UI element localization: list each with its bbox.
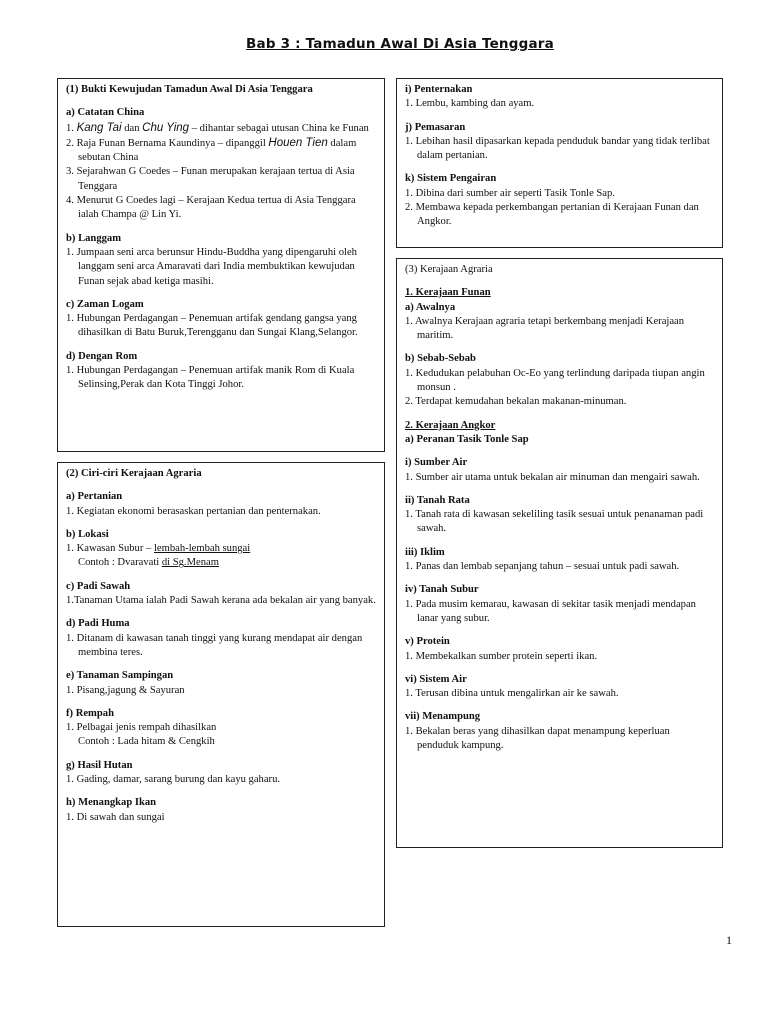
section-dengan-rom (66, 350, 376, 393)
example-line: Contoh : Dvaravati di Sg.Menam (78, 557, 219, 569)
section-tanah-subur (405, 583, 714, 626)
list-item: 4. Menurut G Coedes lagi – Kerajaan Kedua tertua di Asia Tenggara ialah Champa @ Lin Yi. (66, 195, 356, 221)
list-item: 1. Lembu, kambing dan ayam. (405, 98, 535, 110)
section-padi-huma (66, 617, 376, 660)
box-heading: (2) Ciri-ciri Kerajaan Agraria (66, 468, 202, 479)
section-langgam (66, 232, 376, 289)
section-title: c) Padi Sawah (66, 580, 131, 592)
box-kerajaan-agraria (396, 258, 723, 848)
section-zaman-logam (66, 298, 376, 341)
section-penternakan (405, 83, 714, 112)
section-title: g) Hasil Hutan (66, 759, 133, 771)
list-item: 1. Pisang,jagung & Sayuran (66, 684, 185, 696)
list-item: 1. Panas dan lembab sepanjang tahun – sesuai untuk padi sawah. (405, 561, 680, 573)
section-title: d) Padi Huma (66, 618, 130, 630)
subsection-title: 2. Kerajaan Angkor (405, 419, 496, 431)
list-item: 1. Dibina dari sumber air seperti Tasik Tonle Sap. (405, 187, 615, 199)
section-title: a) Peranan Tasik Tonle Sap (405, 433, 529, 445)
section-title: e) Tanaman Sampingan (66, 670, 174, 682)
list-item: 1. Kawasan Subur – lembah-lembah sungai (66, 543, 251, 555)
subsection-title: 1. Kerajaan Funan (405, 287, 491, 299)
list-item: 1. Gading, damar, sarang burung dan kayu gaharu. (66, 774, 281, 786)
section-title: vii) Menampung (405, 711, 481, 723)
section-padi-sawah (66, 580, 376, 609)
list-item: 3. Sejarahwan G Coedes – Funan merupakan kerajaan tertua di Asia Tenggara (66, 166, 355, 192)
list-item: 1. Membekalkan sumber protein seperti ikan. (405, 650, 598, 662)
list-item: 1. Ditanam di kawasan tanah tinggi yang kurang mendapat air dengan membina teres. (66, 632, 363, 658)
list-item: 1. Kegiatan ekonomi berasaskan pertanian dan penternakan. (66, 505, 321, 517)
list-item: 1. Di sawah dan sungai (66, 811, 165, 823)
box-heading: (3) Kerajaan Agraria (405, 264, 493, 275)
section-title: iii) Iklim (405, 546, 445, 558)
section-title: ii) Tanah Rata (405, 494, 470, 506)
section-title: vi) Sistem Air (405, 673, 467, 685)
list-item: 1. Bekalan beras yang dihasilkan dapat menampung keperluan penduduk kampung. (405, 725, 670, 752)
list-item: 1.Tanaman Utama ialah Padi Sawah kerana ada bekalan air yang banyak. (66, 595, 376, 607)
box-bukti-kewujudan (57, 78, 385, 452)
section-title: h) Menangkap Ikan (66, 797, 157, 809)
section-rempah (66, 707, 376, 750)
list-item: 1. Pelbagai jenis rempah dihasilkan (66, 722, 217, 734)
section-title: b) Langgam (66, 232, 122, 244)
section-title: a) Pertanian (66, 491, 123, 503)
section-protein (405, 635, 714, 664)
section-title: f) Rempah (66, 707, 114, 719)
section-menampung (405, 710, 714, 753)
section-title: v) Protein (405, 636, 450, 648)
section-sebab-sebab (405, 352, 714, 409)
section-catatan-china (66, 106, 376, 222)
section-title: c) Zaman Logam (66, 298, 144, 310)
section-menangkap-ikan (66, 796, 376, 825)
section-title: k) Sistem Pengairan (405, 173, 497, 185)
section-kerajaan-angkor (405, 419, 714, 448)
list-item: 1. Hubungan Perdagangan – Penemuan artifak gendang gangsa yang dihasilkan di Batu Buruk,Terengganu dan Sungai Klang,Selangor. (66, 313, 358, 339)
list-item: 2. Raja Funan Bernama Kaundinya – dipanggil Houen Tien dalam sebutan China (66, 136, 357, 164)
section-title: iv) Tanah Subur (405, 584, 479, 596)
section-pertanian (66, 490, 376, 519)
example-line: Contoh : Lada hitam & Cengkih (78, 736, 215, 748)
section-title: b) Sebab-Sebab (405, 353, 476, 365)
list-item: 1. Sumber air utama untuk bekalan air minuman dan mengairi sawah. (405, 471, 700, 483)
list-item: 1. Hubungan Perdagangan – Penemuan artifak manik Rom di Kuala Selinsing,Perak dan Kota Tinggi Johor. (66, 365, 355, 391)
section-sistem-air (405, 673, 714, 702)
list-item: 1. Awalnya Kerajaan agraria tetapi berkembang menjadi Kerajaan maritim. (405, 315, 685, 342)
section-pemasaran (405, 121, 714, 164)
section-iklim (405, 546, 714, 575)
page-number: 1 (726, 933, 732, 947)
list-item: 1. Pada musim kemarau, kawasan di sekitar tasik menjadi mendapan lanar yang subur. (405, 598, 696, 624)
list-item: 2. Terdapat kemudahan bekalan makanan-minuman. (405, 396, 627, 408)
list-item: 1. Kedudukan pelabuhan Oc-Eo yang terlindung daripada tiupan angin monsun . (405, 367, 705, 394)
box-heading: (1) Bukti Kewujudan Tamadun Awal Di Asia Tenggara (66, 84, 313, 95)
section-sumber-air (405, 456, 714, 485)
box-ciri-kerajaan-agraria (57, 462, 385, 927)
box-penternakan-pengairan (396, 78, 723, 248)
list-item: 1. Jumpaan seni arca berunsur Hindu-Buddha yang dipengaruhi oleh langgam seni arca Amaravati dari India membuktikan kewujudan Funan sejak abad ketiga masihi. (66, 246, 357, 287)
section-hasil-hutan (66, 759, 376, 788)
section-tanah-rata (405, 494, 714, 537)
section-title: b) Lokasi (66, 528, 109, 540)
section-title: j) Pemasaran (405, 121, 466, 133)
section-kerajaan-funan (405, 286, 714, 343)
section-sistem-pengairan (405, 172, 714, 229)
section-tanaman-sampingan (66, 669, 376, 698)
section-title: i) Penternakan (405, 84, 473, 95)
list-item: 1. Lebihan hasil dipasarkan kepada penduduk bandar yang tidak terlibat dalam pertanian. (405, 135, 710, 162)
section-lokasi (66, 528, 376, 571)
list-item: 1. Terusan dibina untuk mengalirkan air ke sawah. (405, 688, 619, 700)
list-item: 1. Kang Tai dan Chu Ying – dihantar sebagai utusan China ke Funan (66, 121, 369, 134)
section-title: a) Catatan China (66, 107, 145, 119)
section-title: d) Dengan Rom (66, 350, 138, 362)
page-title: Bab 3 : Tamadun Awal Di Asia Tenggara (246, 36, 554, 52)
section-title: i) Sumber Air (405, 457, 468, 469)
list-item: 1. Tanah rata di kawasan sekeliling tasik sesuai untuk penanaman padi sawah. (405, 509, 704, 535)
section-title: a) Awalnya (405, 301, 456, 313)
list-item: 2. Membawa kepada perkembangan pertanian di Kerajaan Funan dan Angkor. (405, 202, 699, 228)
